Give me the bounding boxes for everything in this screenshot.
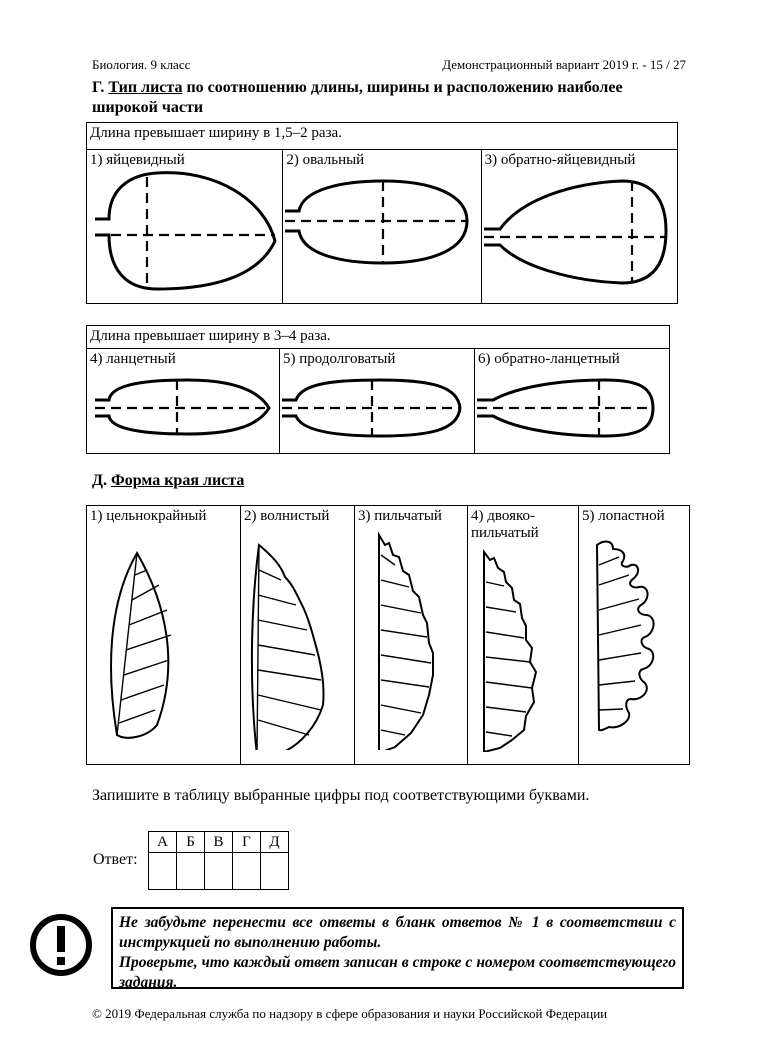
- section-d-title-underlined: Форма края листа: [111, 472, 245, 489]
- leaf-type-table-1: [86, 122, 678, 304]
- oblanceolate-leaf-diagram: [475, 368, 669, 448]
- footer-copyright: © 2019 Федеральная служба по надзору в сфере образования и науки Российской Федерации: [92, 1006, 608, 1021]
- group1-heading: Длина превышает ширину в 1,5–2 раза.: [90, 125, 342, 141]
- margin-label-entire: 1) цельнокрайный: [90, 508, 207, 524]
- ovate-leaf-diagram: [87, 169, 281, 297]
- answer-cell-b[interactable]: [177, 853, 205, 890]
- exclamation-icon: [28, 912, 94, 978]
- margin-label-serrate: 3) пильчатый: [358, 508, 442, 524]
- leaf-label-oblanceolate: 6) обратно-ланцетный: [478, 351, 620, 367]
- answer-col-g: Г: [233, 832, 261, 853]
- answer-col-v: В: [205, 832, 233, 853]
- leaf-type-table-2: [86, 325, 670, 454]
- section-g-letter: Г.: [92, 79, 105, 96]
- group2-heading: Длина превышает ширину в 3–4 раза.: [90, 328, 331, 344]
- header-variant: Демонстрационный вариант 2019 г. - 15 / 27: [442, 57, 686, 72]
- section-d-letter: Д.: [92, 472, 108, 489]
- section-g-title-underlined: Тип листа: [108, 79, 183, 96]
- serrate-leaf-drawing: [355, 525, 467, 750]
- entire-leaf-drawing: [87, 525, 240, 750]
- leaf-label-ovate: 1) яйцевидный: [90, 152, 185, 168]
- section-g-title: [92, 78, 692, 118]
- leaf-label-oval: 2) овальный: [286, 152, 365, 168]
- obovate-leaf-diagram: [482, 169, 676, 297]
- leaf-label-obovate: 3) обратно-яйцевидный: [484, 152, 636, 168]
- oval-leaf-diagram: [283, 169, 479, 297]
- section-d-title: [92, 472, 244, 490]
- answer-cell-v[interactable]: [205, 853, 233, 890]
- lobed-leaf-drawing: [579, 525, 689, 750]
- leaf-margin-table: [86, 505, 690, 765]
- double-serrate-leaf-drawing: [468, 542, 578, 752]
- margin-label-wavy: 2) волнистый: [244, 508, 330, 524]
- answer-table: [148, 831, 289, 890]
- margin-label-lobed: 5) лопастной: [582, 508, 665, 524]
- margin-label-double-serrate: 4) двояко-пильчатый: [471, 508, 539, 541]
- answer-cell-a[interactable]: [149, 853, 177, 890]
- notice-box: [111, 907, 684, 989]
- header-subject: Биология. 9 класс: [92, 57, 191, 72]
- notice-line-2: Проверьте, что каждый ответ записан в строке с номером соответствующего задания.: [119, 954, 676, 991]
- answer-col-a: А: [149, 832, 177, 853]
- answer-cell-d[interactable]: [261, 853, 289, 890]
- leaf-label-lanceolate: 4) ланцетный: [90, 351, 176, 367]
- section-g-title-rest: по соотношению длины, ширины и расположению наиболее широкой части: [92, 79, 623, 116]
- oblong-leaf-diagram: [280, 368, 474, 448]
- wavy-leaf-drawing: [241, 525, 354, 750]
- leaf-label-oblong: 5) продолговатый: [283, 351, 396, 367]
- notice-line-1: Не забудьте перенести все ответы в бланк ответов № 1 в соответствии с инструкцией по выполнению работы.: [119, 914, 676, 951]
- answer-col-d: Д: [261, 832, 289, 853]
- answer-col-b: Б: [177, 832, 205, 853]
- answer-label: Ответ:: [93, 851, 138, 868]
- instruction-text: Запишите в таблицу выбранные цифры под соответствующими буквами.: [92, 787, 590, 804]
- answer-cell-g[interactable]: [233, 853, 261, 890]
- lanceolate-leaf-diagram: [87, 368, 279, 448]
